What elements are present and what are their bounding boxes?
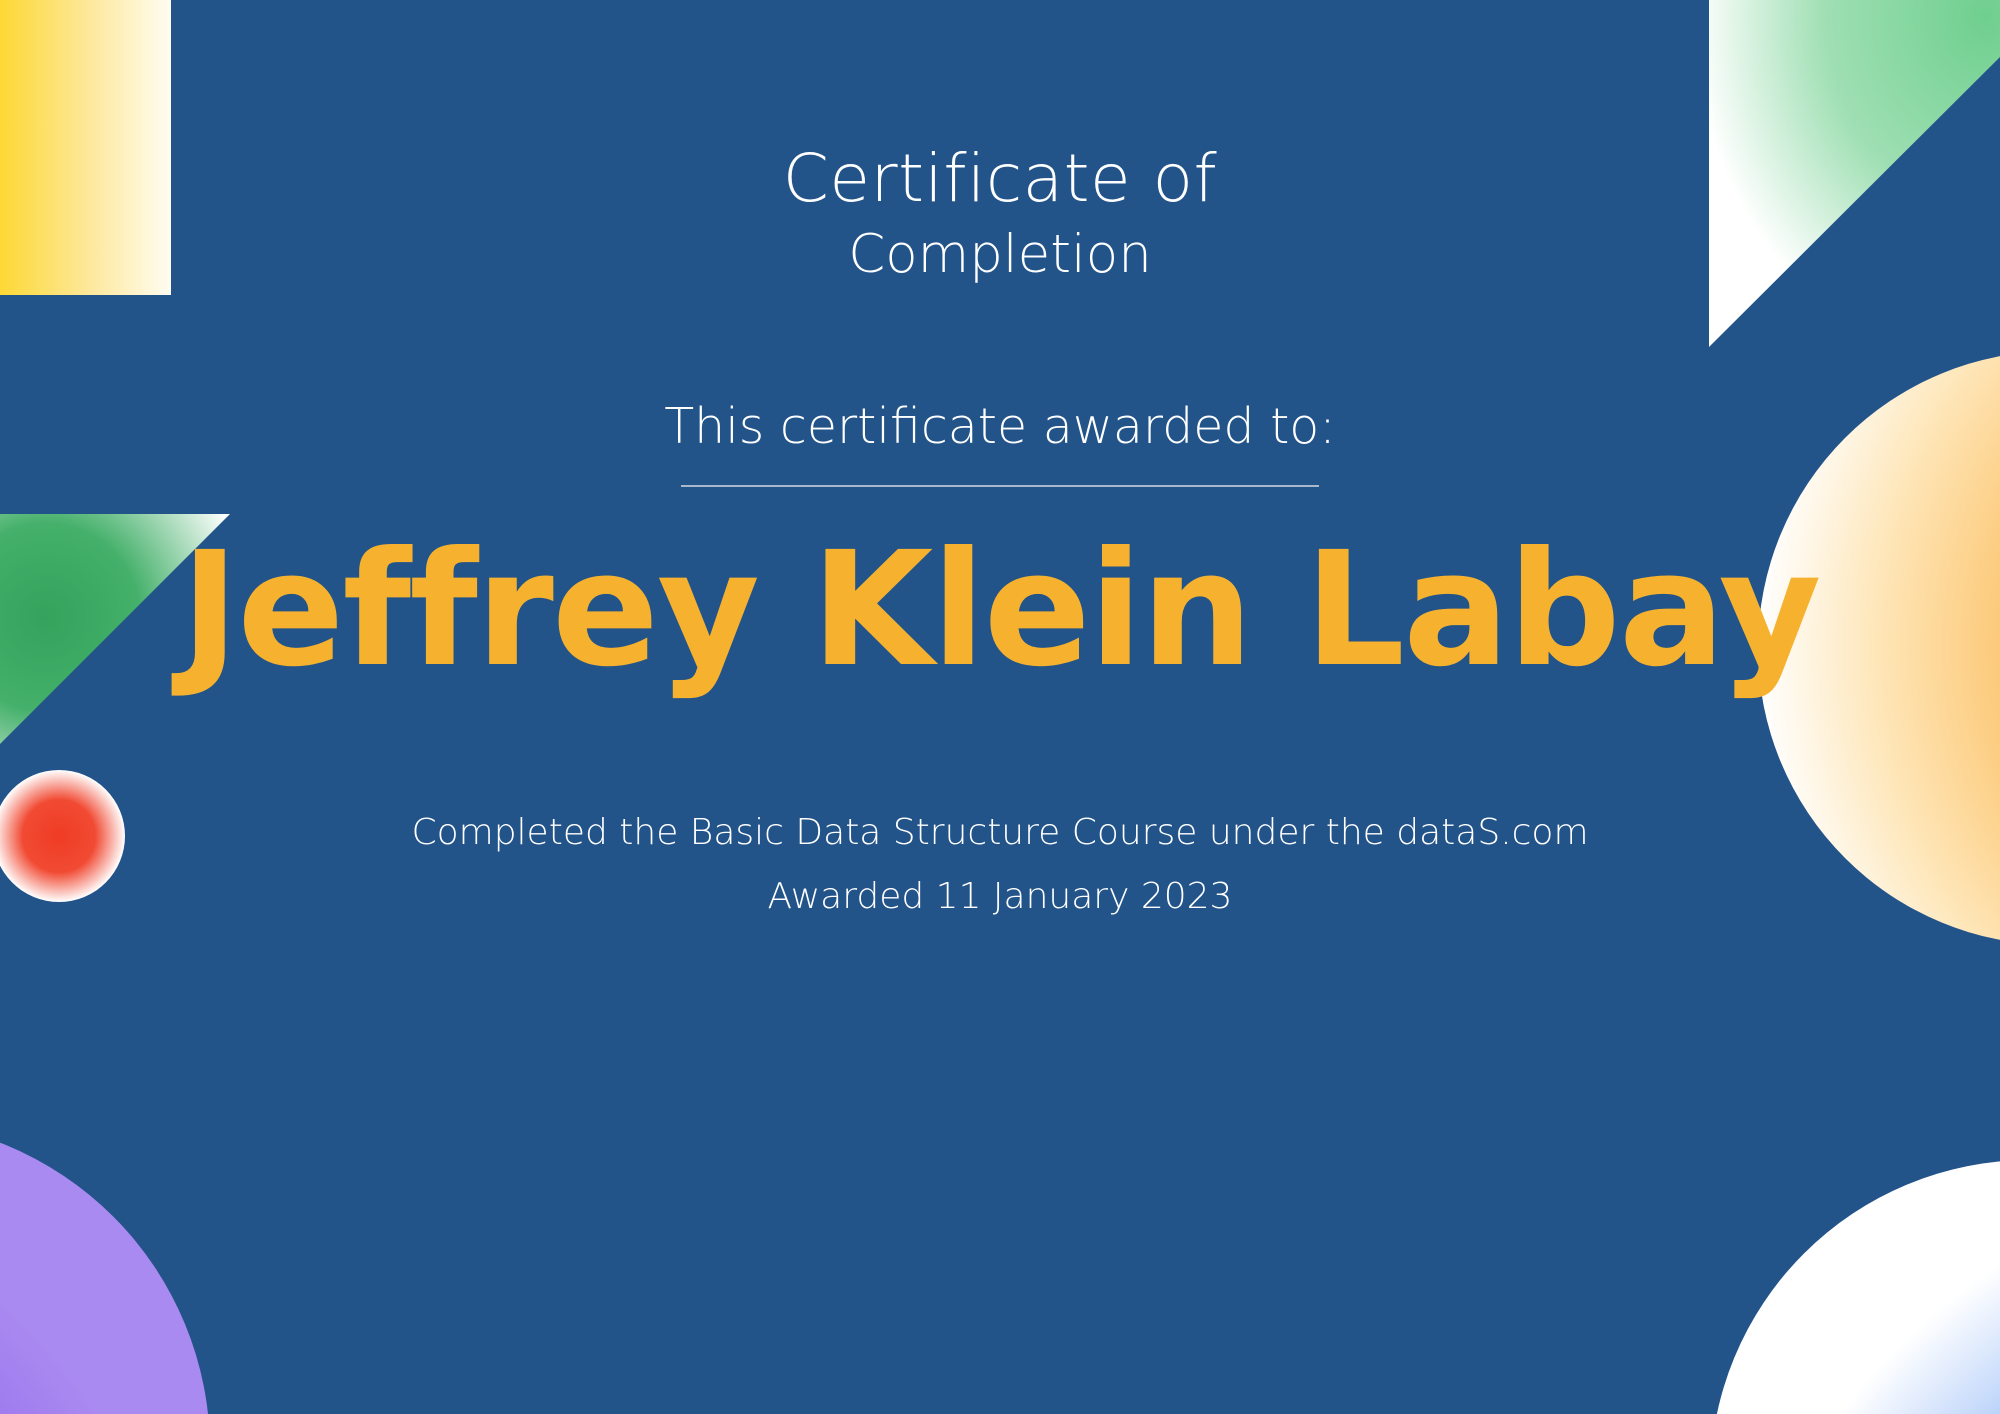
- awarded-to-label: This certificate awarded to:: [664, 398, 1336, 455]
- recipient-name: Jeffrey Klein Labay: [180, 518, 1820, 702]
- purple-quarter-circle-bottom-left: [0, 1120, 210, 1414]
- course-statement: Completed the Basic Data Structure Course under the dataS.com: [411, 812, 1589, 853]
- award-date: Awarded 11 January 2023: [767, 876, 1233, 917]
- certificate-title-line1: Certificate of: [782, 140, 1218, 217]
- name-divider: [681, 485, 1319, 487]
- certificate-title-line2: Completion: [848, 224, 1152, 285]
- blue-half-circle-bottom-right: [1710, 1160, 2000, 1414]
